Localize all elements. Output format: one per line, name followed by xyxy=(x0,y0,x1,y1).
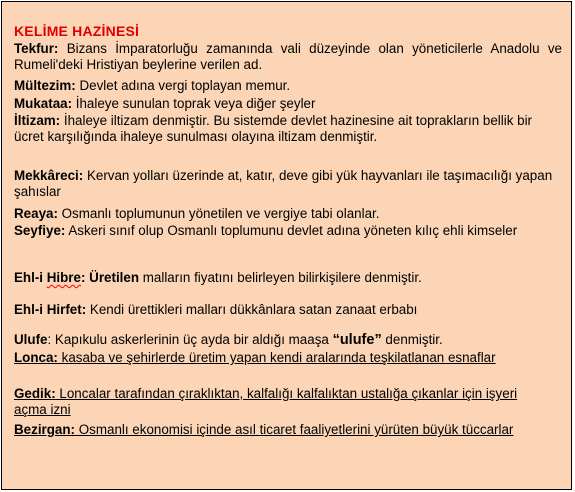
entry-iltizam xyxy=(14,113,554,145)
entry-definition: İhaleye sunulan toprak veya diğer şeyler xyxy=(72,96,316,111)
entry-term: Gedik: xyxy=(14,386,56,401)
entry-definition: Kervan yolları üzerinde at, katır, deve gibi yük hayvanları ile taşımacılığı yapan şahıslar xyxy=(14,168,553,199)
entry-definition: kasaba ve şehirlerde üretim yapan kendi aralarında teşkilatlanan esnaflar xyxy=(57,350,496,365)
entry-lonca xyxy=(14,350,506,366)
entry-term: Tekfur: xyxy=(14,41,59,56)
glossary-box xyxy=(1,1,572,490)
entry-term: Ulufe xyxy=(14,332,48,347)
entry-definition: Osmanlı ekonomisi içinde asıl ticaret faaliyetlerini yürüten büyük tüccarlar xyxy=(75,422,514,437)
entry-term: Seyfiye: xyxy=(14,223,66,238)
entry-mukataa xyxy=(14,96,562,112)
entry-term: Bezirgan: xyxy=(14,422,76,437)
glossary-title: KELİME HAZİNESİ xyxy=(14,23,140,39)
entry-term: Reaya: xyxy=(14,206,58,221)
entry-term-suffix: : xyxy=(80,270,86,285)
entry-term: Mukataa: xyxy=(14,96,73,111)
quoted-term: “ulufe” xyxy=(332,332,382,348)
entry-definition: İhaleye iltizam denmiştir. Bu sistemde devlet hazinesine ait toprakların bellik bir ücret karşılığında ihaleye sunulması olayına iltizam denmiştir. xyxy=(14,113,533,144)
entry-definition-end: denmiştir. xyxy=(381,332,443,347)
entry-ehl-i-hibre xyxy=(14,270,562,286)
entry-term-prefix: Ehl-i xyxy=(14,270,47,285)
entry-definition: Loncalar tarafından çıraklıktan, kalfalığı kalfalıktan ustalığa çıkanlar için işyeri açma izni xyxy=(14,386,518,417)
entry-definition: Kendi ürettikleri malları dükkânlara satan zanaat erbabı xyxy=(86,302,418,317)
entry-definition: Osmanlı toplumunun yönetilen ve vergiye tabi olanlar. xyxy=(57,206,380,221)
entry-definition: Askeri sınıf olup Osmanlı toplumunu devlet adına yöneten kılıç ehli kimseler xyxy=(65,223,518,238)
entry-reaya xyxy=(14,206,562,222)
entry-term: Mekkâreci: xyxy=(14,168,84,183)
entry-ulufe xyxy=(14,332,562,348)
spellcheck-flagged-word: Hibre xyxy=(46,270,81,285)
entry-seyfiye xyxy=(14,223,544,239)
entry-term: Lonca: xyxy=(14,350,58,365)
entry-gedik xyxy=(14,386,546,418)
entry-definition: malların fiyatını belirleyen bilirkişilere denmiştir. xyxy=(139,270,422,285)
entry-definition: : Kapıkulu askerlerinin üç ayda bir aldığı maaşa xyxy=(47,332,333,347)
entry-ehl-i-hirfet xyxy=(14,302,562,318)
entry-term: Ehl-i Hirfet: xyxy=(14,302,87,317)
entry-mekkareci xyxy=(14,168,554,200)
entry-bezirgan xyxy=(14,422,534,438)
entry-term: İltizam: xyxy=(14,113,61,128)
entry-bold-word: Üretilen xyxy=(85,270,140,285)
entry-definition: Bizans İmparatorluğu zamanında vali düzeyinde olan yöneticilerle Anadolu ve Rumeli'deki Hristiyan beylerine verilen ad. xyxy=(14,41,562,72)
entry-definition: Devlet adına vergi toplayan memur. xyxy=(75,78,291,93)
entry-term: Mültezim: xyxy=(14,78,76,93)
entry-tekfur xyxy=(14,41,562,73)
entry-multezim xyxy=(14,78,562,94)
